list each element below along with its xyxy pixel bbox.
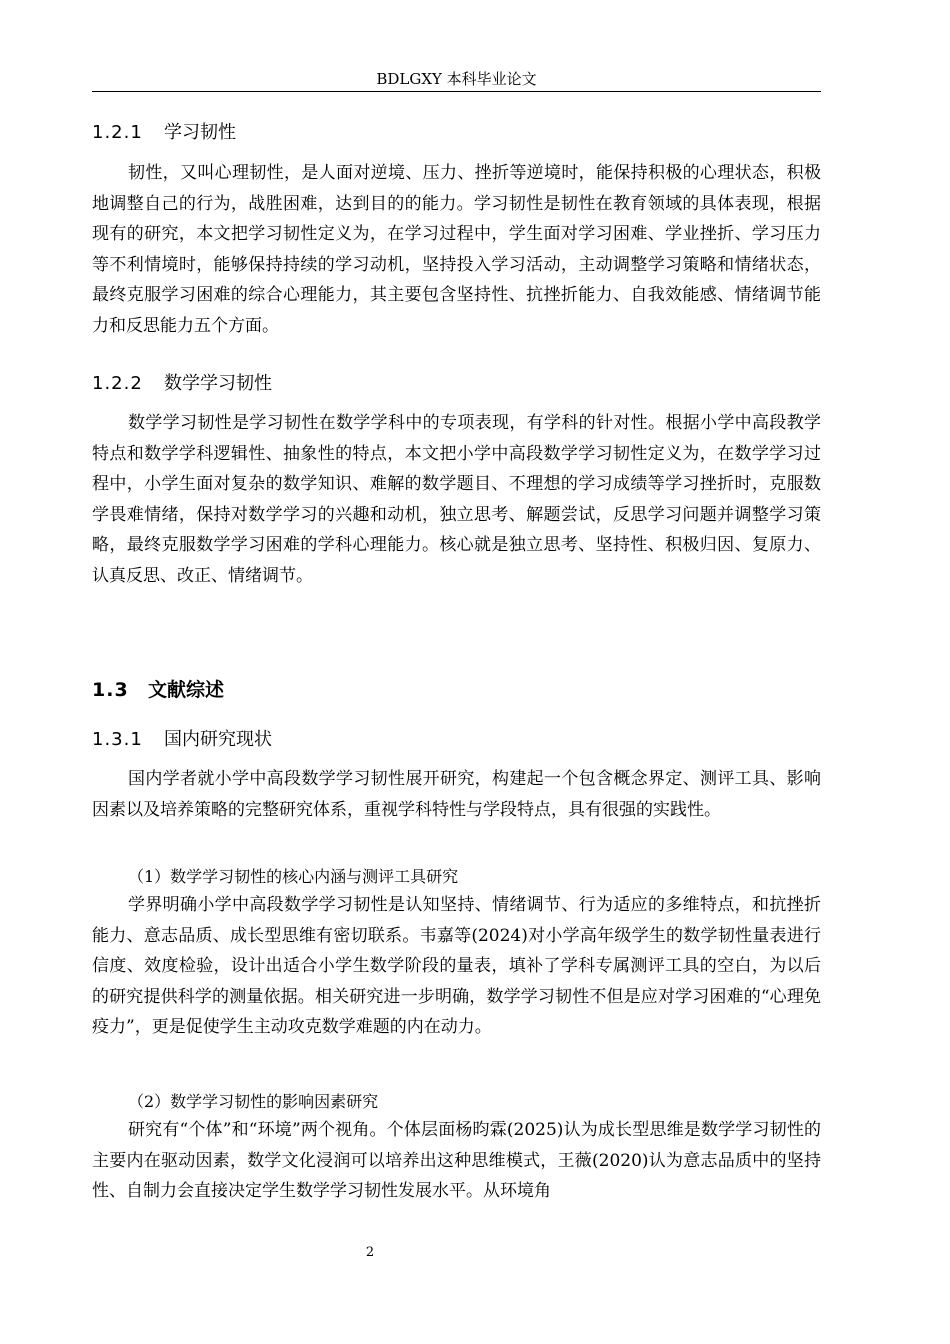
heading-number: 1.2.1 — [92, 122, 143, 143]
heading-1-3 — [92, 675, 224, 702]
header-rule — [92, 91, 821, 92]
heading-1-3-1 — [92, 725, 272, 751]
heading-title: 数学学习韧性 — [164, 373, 272, 394]
page-number: 2 — [365, 1245, 375, 1260]
paragraph-domestic-research: 国内学者就小学中高段数学学习韧性展开研究，构建起一个包含概念界定、测评工具、影响因素以及培养策略的完整研究体系，重视学科特性与学段特点，具有很强的实践性。 — [92, 769, 821, 820]
paragraph-math-resilience: 数学学习韧性是学习韧性在数学学科中的专项表现，有学科的针对性。根据小学中高段教学特点和数学学科逻辑性、抽象性的特点，本文把小学中高段数学学习韧性定义为，在数学学习过程中，小学生面对复杂的数学知识、难解的数学题目、不理想的学习成绩等学习挫折时，克服数学畏难情绪，保持对数学学习的兴趣和动机，独立思考、解题尝试，反思学习问题并调整学习策略，最终克服数学学习困难的学科心理能力。核心就是独立思考、坚持性、积极归因、复原力、认真反思、改正、情绪调节。 — [92, 413, 821, 586]
list-item-1: （1）数学学习韧性的核心内涵与测评工具研究 — [128, 867, 459, 886]
heading-title: 文献综述 — [148, 679, 225, 701]
paragraph-item-1: 学界明确小学中高段数学学习韧性是认知坚持、情绪调节、行为适应的多维特点，和抗挫折能力、意志品质、成长型思维有密切联系。韦嘉等(2024)对小学高年级学生的数学韧性量表进行信度、效度检验，设计出适合小学生数学阶段的量表，填补了学科专属测评工具的空白，为以后的研究提供科学的测量依据。相关研究进一步明确，数学学习韧性不但是应对学习困难的“心理免疫力”，更是促使学生主动攻克数学难题的内在动力。 — [92, 895, 821, 1037]
heading-1-2-2 — [92, 369, 272, 395]
running-header: BDLGXY 本科毕业论文 — [376, 70, 537, 88]
heading-1-2-1 — [92, 118, 236, 144]
list-item-2: （2）数学学习韧性的影响因素研究 — [128, 1092, 379, 1111]
paragraph-item-2: 研究有“个体”和“环境”两个视角。个体层面杨昀霖(2025)认为成长型思维是数学学习韧性的主要内在驱动因素，数学文化浸润可以培养出这种思维模式，王薇(2020)认为意志品质中的坚持性、自制力会直接决定学生数学学习韧性发展水平。从环境角 — [92, 1120, 821, 1201]
heading-number: 1.2.2 — [92, 373, 143, 394]
heading-number: 1.3.1 — [92, 729, 143, 750]
heading-title: 国内研究现状 — [164, 729, 272, 750]
heading-number: 1.3 — [92, 679, 129, 701]
heading-title: 学习韧性 — [164, 122, 236, 143]
paragraph-resilience: 韧性，又叫心理韧性，是人面对逆境、压力、挫折等逆境时，能保持积极的心理状态，积极地调整自己的行为，战胜困难，达到目的的能力。学习韧性是韧性在教育领域的具体表现，根据现有的研究，本文把学习韧性定义为，在学习过程中，学生面对学习困难、学业挫折、学习压力等不利情境时，能够保持持续的学习动机，坚持投入学习活动，主动调整学习策略和情绪状态，最终克服学习困难的综合心理能力，其主要包含坚持性、抗挫折能力、自我效能感、情绪调节能力和反思能力五个方面。 — [92, 163, 821, 336]
